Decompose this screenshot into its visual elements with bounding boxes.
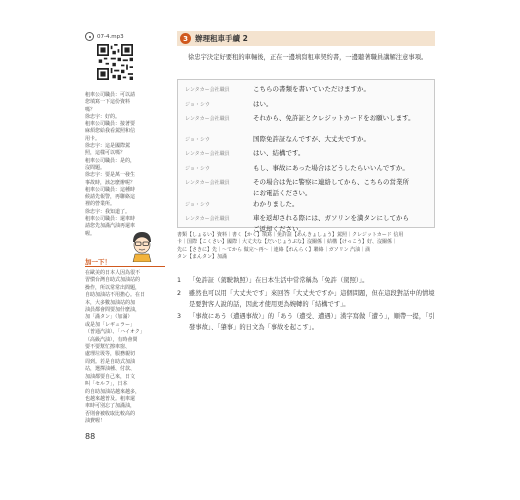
vocabulary-list: 書類【しょるい】資料｜書く【かく】填寫｜免許証【めんきょしょう】駕照｜クレジットカード 信用 卡｜国際【こくさい】國際｜大丈夫な【だいじょうぶな】沒關係｜結構【けっこう】好、沒關係｜ 先に【さきに】先｜～てから 做完～再～｜連絡【れんらく】聯絡｜ガソリン 汽油｜満 タン【まんタン】加滿 (177, 232, 404, 260)
dialogue-line: ジョ・シウ 国際免許証なんですが、大丈夫ですか。 (185, 135, 370, 143)
section-number-badge: 3 (180, 33, 191, 44)
cd-icon (85, 32, 94, 41)
dialogue-line: レンタカー会社職員 はい、結構です。 (185, 149, 305, 157)
intro-text: 徐忠宇決定好要租的車輛後，正在一邊填寫租車契約書，一邊聽著職員講解注意事項。 (188, 54, 428, 61)
note-item: 3 「事故にあう（遭遇事故）」的「あう（遭受、遭遇）」漢字寫做「遭う」，順帶一提，「引發事故」、「肇事」的日文為「事故を起こす」。 (177, 313, 435, 332)
note-item: 1 「免許証（駕駛執照）」在日本生活中常常稱為「免許（駕照）」。 (177, 277, 369, 284)
dialogue-line: レンタカー会社職員 それから、免許証とクレジットカードをお願いします。 (185, 114, 415, 122)
audio-track[interactable] (85, 32, 167, 41)
audio-label: 07-4.mp3 (97, 33, 124, 40)
dialogue-box (177, 79, 435, 233)
note-item: 2 雖然也可以用「大丈夫です」來回答「大丈夫ですか」這個問題，但在這段對話中的情境是要對客人說的話，因此才使用更為婉轉的「結構です」。 (177, 289, 435, 308)
section-header (177, 31, 435, 46)
page-number: 88 (85, 432, 96, 441)
qr-code[interactable] (97, 44, 133, 80)
dialogue-line: レンタカー会社職員 車を返却される際には、ガソリンを満タンにしてから ご返却ください。 (185, 214, 409, 233)
sidebar (85, 32, 167, 238)
dialogue-line: ジョ・シウ はい。 (185, 100, 273, 108)
dialogue-line: ジョ・シウ わかりました。 (185, 200, 299, 208)
tip-divider (85, 266, 165, 267)
section-title: 辦理租車手續 2 (195, 34, 248, 43)
notes-list (177, 276, 435, 336)
dialogue-line: レンタカー会社職員 こちらの書類を書いていただけますか。 (185, 85, 370, 93)
mascot-illustration (127, 228, 157, 262)
tip-heading: 加一下！ (85, 258, 111, 266)
sidebar-translation: 租車公司職員：可以請 您填寫一下這份資料 嗎？ 徐忠宇：好的。 租車公司職員：接著要 麻煩您給我看駕照和信 用卡。 徐忠宇：這是國際駕 照，這樣可以嗎？ 租車公司職員：是的， 沒問題。 徐忠宇：要是萬一發生 事故時，該怎麼辦呢？ 租車公司職員：這種時 候請先報警，再聯絡這 裡的營業所。 徐忠宇：我知道了。 租車公司職員：還車時 請您先加滿汽油再還車 喔。 (85, 92, 136, 237)
tip-body: 在歐美的日本人因為很不 習慣台灣自助式加油站的 操作，所以常常出問題， 自助加油站不用擔心。在日 本，大多數加油站的加 油員都會問要加什麼油， 加「滿タン」（加滿） 或是加「レギュラー」 （普通汽油）、「ハイオク」 （高級汽油），有時會問 要不要幫忙擦車窗、 處理垃圾等，服務親切 周到。若是自助式加油 站，選擇油種、付款、 加油都要自己來，日文 叫「セルフ」，日本 的自助加油站越來越多， 也越來越普及。租車還 車時可別忘了加滿油， 否則會被收取比較高的 油費喔！ (85, 270, 146, 425)
dialogue-line: レンタカー会社職員 その場合は先に警察に連絡してから、こちらの営業所 にお電話ください。 (185, 178, 409, 197)
dialogue-line: ジョ・シウ もし、事故にあった場合はどうしたらいいんですか。 (185, 164, 409, 172)
